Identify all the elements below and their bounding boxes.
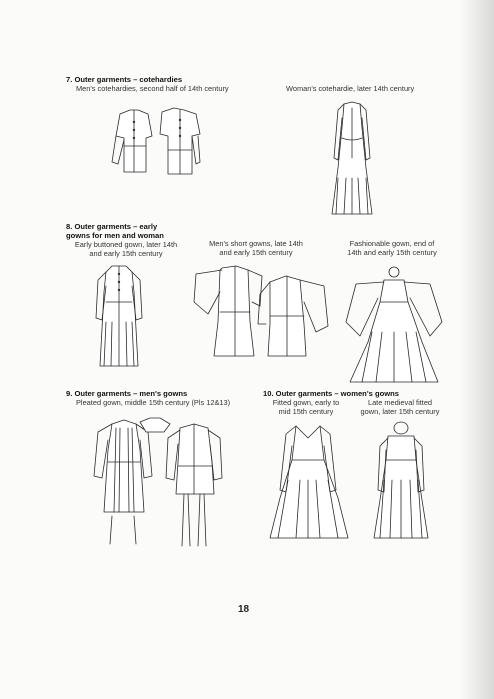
section-7-caption-men: Men's cotehardies, second half of 14th century: [76, 84, 229, 93]
womans-cotehardie-illustration: [322, 98, 382, 220]
mens-short-gowns-illustration: [192, 262, 332, 360]
section-8-caption-3-line1: Fashionable gown, end of: [349, 239, 435, 248]
fashionable-gown-illustration: [342, 262, 446, 386]
late-medieval-fitted-gown-illustration: [370, 420, 432, 542]
section-10-caption-1-line1: Fitted gown, early to: [272, 398, 340, 407]
section-10-caption-1-line2: mid 15th century: [278, 407, 334, 416]
section-10-caption-2-line2: gown, later 15th century: [360, 407, 440, 416]
pleated-gown-illustration: [88, 416, 228, 552]
section-9-heading: 9. Outer garments – men's gowns: [66, 389, 188, 398]
section-7-heading: 7. Outer garments – cotehardies: [66, 75, 183, 84]
page-gutter-shadow: [460, 0, 494, 699]
page-number: 18: [238, 604, 250, 615]
mens-cotehardies-illustration: [108, 106, 208, 186]
section-8-caption-3-line2: 14th and early 15th century: [347, 248, 437, 257]
section-8-caption-2-line2: and early 15th century: [219, 248, 293, 257]
fitted-gown-early-illustration: [266, 420, 350, 542]
section-10-heading: 10. Outer garments – women's gowns: [263, 389, 399, 398]
early-buttoned-gown-illustration: [92, 262, 146, 370]
section-10-caption-2-line1: Late medieval fitted: [367, 398, 433, 407]
section-8-heading-line1: 8. Outer garments – early: [66, 222, 158, 231]
section-8-caption-1-line1: Early buttoned gown, later 14th: [74, 240, 178, 249]
section-7-caption-woman: Woman's cotehardie, later 14th century: [286, 84, 415, 93]
section-9-caption: Pleated gown, middle 15th century (Pls 12&13): [76, 398, 231, 407]
section-8-caption-2-line1: Men's short gowns, late 14th: [209, 239, 303, 248]
section-8-heading-line2: gowns for men and woman: [66, 231, 164, 240]
section-8-caption-1-line2: and early 15th century: [89, 249, 163, 258]
